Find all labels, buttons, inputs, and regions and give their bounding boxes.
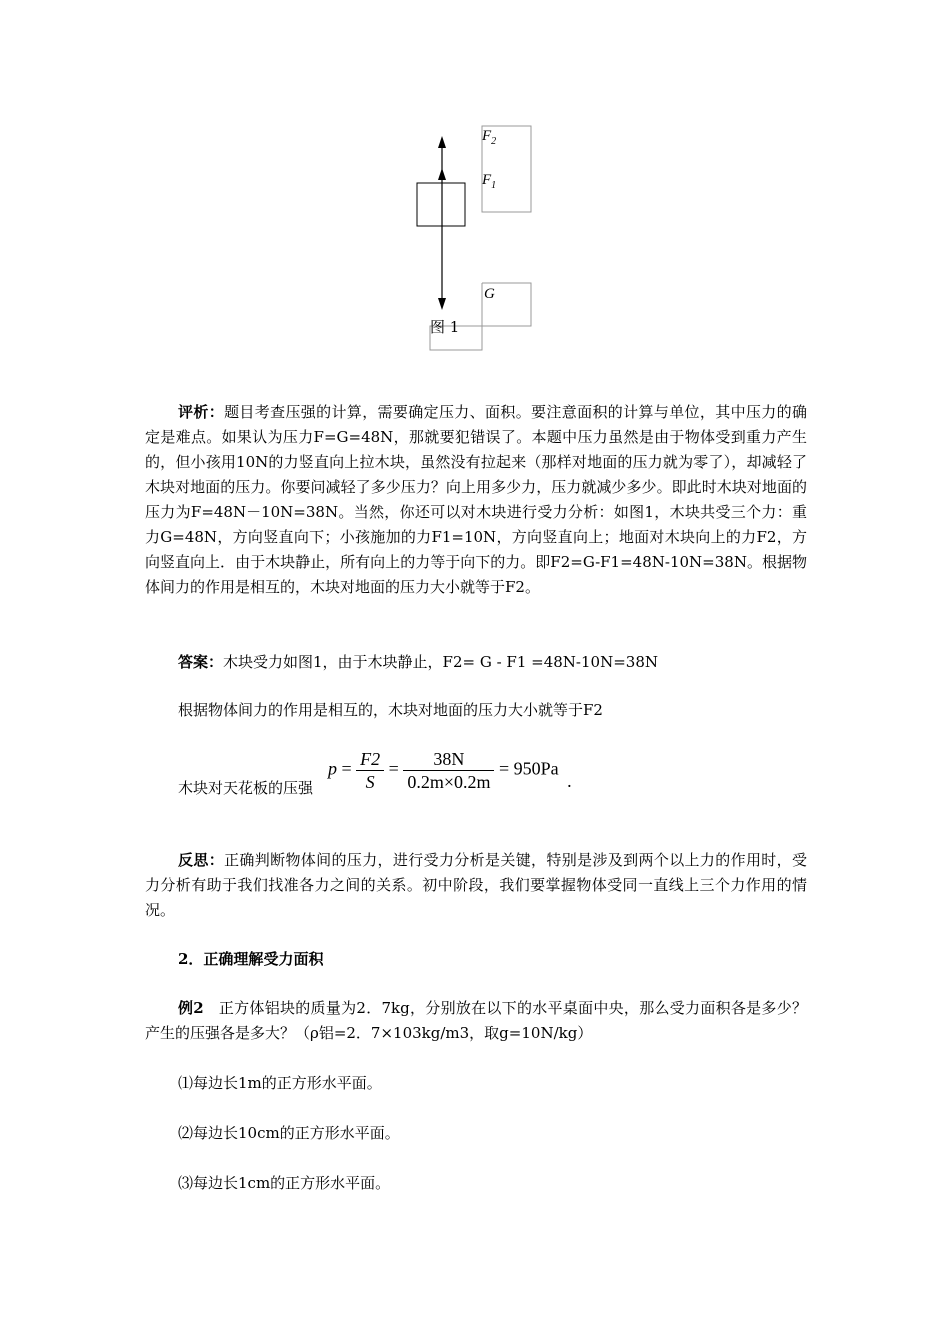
label-f2: $F_2$ [482,128,497,147]
formula-frac2-num: 38N [403,748,494,771]
example2-paragraph [145,996,807,1046]
wood-block [417,183,465,226]
arrow-g [438,298,446,310]
answer-text: 木块受力如图1，由于木块静止，F2= G - F1 =48N-10N=38N [223,653,658,671]
example2-item-3: ⑶每边长1cm的正方形水平面。 [178,1174,391,1192]
answer-line1 [145,650,807,675]
example2-heading: 例2 [178,999,204,1017]
section2-title: 2．正确理解受力面积 [178,950,324,968]
force-diagram [410,120,550,360]
formula-result: 950Pa [513,758,559,779]
example2-item-1: ⑴每边长1m的正方形水平面。 [178,1074,382,1092]
analysis-heading: 评析： [178,403,225,421]
reflection-heading: 反思： [178,851,225,869]
example2-text: 正方体铝块的质量为2．7kg，分别放在以下的水平桌面中央，那么受力面积各是多少？产生的压强各是多大？（ρ铝=2．7×103kg/m3，取g=10N/kg） [145,999,807,1042]
example2-item-2: ⑵每边长10cm的正方形水平面。 [178,1124,400,1142]
analysis-paragraph [145,400,807,600]
answer-line2: 根据物体间力的作用是相互的，木块对地面的压力大小就等于F2 [178,701,603,719]
answer-heading: 答案： [178,653,224,671]
reflection-paragraph [145,848,807,923]
label-f1: $F_1$ [482,172,497,191]
formula-frac1 [356,748,384,793]
formula-frac2 [403,748,494,793]
arrow-f1 [438,168,446,180]
reflection-text: 正确判断物体间的压力，进行受力分析是关键，特别是涉及到两个以上力的作用时，受力分析有助于我们找准各力之间的关系。初中阶段，我们要掌握物体受同一直线上三个力作用的情况。 [145,851,807,919]
label-g: G [484,286,495,302]
formula-frac1-num: F2 [360,749,381,769]
figure-caption: 图 1 [430,318,460,336]
analysis-text: 题目考查压强的计算，需要确定压力、面积。要注意面积的计算与单位，其中压力的确定是难点。如果认为压力F=G=48N，那就要犯错误了。本题中压力虽然是由于物体受到重力产生的，但小孩用10N的力竖直向上拉木块，虽然没有拉起来（那样对地面的压力就为零了），却减轻了木块对地面的压力。你要问减轻了多少压力？向上用多少力，压力就减少多少。即此时木块对地面的压力为F=48N－10N=38N。当然，你还可以对木块进行受力分析：如图1，木块共受三个力：重力G=48N，方向竖直向下；小孩施加的力F1=10N，方向竖直向上；地面对木块向上的力F2，方向竖直向上．由于木块静止，所有向上的力等于向下的力。即F2=G-F1=48N-10N=38N。根据物体间力的作用是相互的，木块对地面的压力大小就等于F2。 [145,403,807,596]
pressure-label: 木块对天花板的压强 [178,779,314,797]
formula-lhs: p [328,758,337,779]
formula-period: . [567,770,572,791]
arrow-f2 [438,136,446,148]
formula-frac1-den: S [365,772,375,792]
formula-frac2-den: 0.2m×0.2m [407,772,491,792]
pressure-formula: p = $\frac{F2}{S}$ = $\frac{38N}{0.2m\times 0.2m}$ = 950Pa . [328,749,572,792]
